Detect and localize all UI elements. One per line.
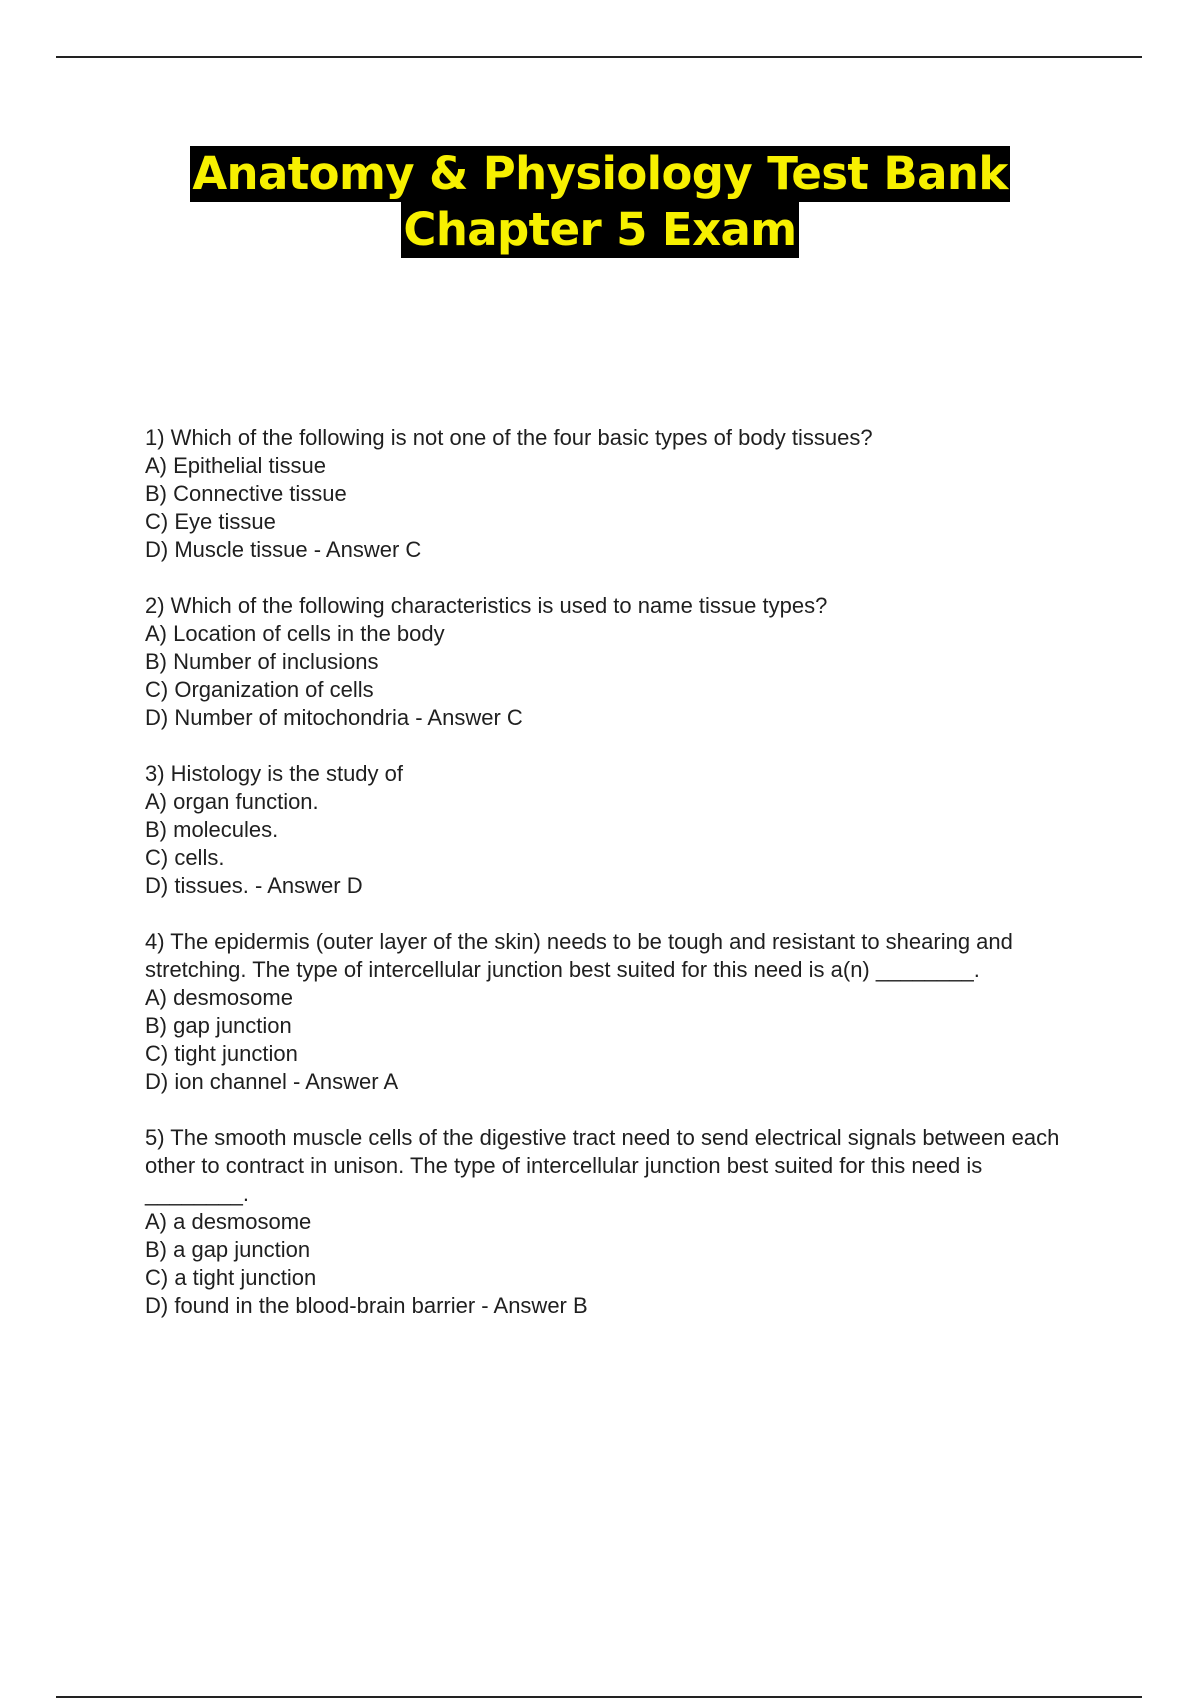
- option-d: D) ion channel - Answer A: [145, 1069, 399, 1094]
- option-d-answer: D) Number of mitochondria - Answer C: [145, 705, 523, 730]
- question-5: [145, 1124, 1085, 1320]
- option-a: A) a desmosome: [145, 1209, 312, 1234]
- option-b-answer: B) a gap junction: [145, 1237, 311, 1262]
- option-a-answer: A) desmosome: [145, 985, 293, 1010]
- bottom-divider: [56, 1696, 1142, 1698]
- question-1: [145, 424, 1085, 564]
- option-d-answer: D) tissues. - Answer D: [145, 873, 363, 898]
- option-c: C) Eye tissue: [145, 509, 276, 534]
- option-b: B) Number of inclusions: [145, 649, 379, 674]
- title-line-1: Anatomy & Physiology Test Bank: [192, 147, 1008, 200]
- option-c: C) Organization of cells: [145, 677, 374, 702]
- option-b: B) Connective tissue: [145, 481, 347, 506]
- question-4: [145, 928, 1085, 1096]
- question-text: 5) The smooth muscle cells of the digestive tract need to send electrical signals between each other to contract in unison. The type of intercellular junction best suited for this need is ________.: [145, 1125, 1066, 1206]
- option-b: B) gap junction: [145, 1013, 292, 1038]
- option-b: B) molecules.: [145, 817, 279, 842]
- question-text: 2) Which of the following characteristics is used to name tissue types?: [145, 593, 828, 618]
- document-title: [0, 146, 1200, 258]
- question-text: 3) Histology is the study of: [145, 761, 404, 786]
- question-text: 1) Which of the following is not one of the four basic types of body tissues?: [145, 425, 873, 450]
- option-d-answer: D) Muscle tissue - Answer C: [145, 537, 422, 562]
- option-c: C) cells.: [145, 845, 225, 870]
- option-d: D) found in the blood-brain barrier - Answer B: [145, 1293, 588, 1318]
- option-a: A) Epithelial tissue: [145, 453, 326, 478]
- option-a: A) organ function.: [145, 789, 319, 814]
- option-c: C) a tight junction: [145, 1265, 317, 1290]
- option-a: A) Location of cells in the body: [145, 621, 445, 646]
- top-divider: [56, 56, 1142, 58]
- question-text: 4) The epidermis (outer layer of the skin) needs to be tough and resistant to shearing and stretching. The type of intercellular junction best suited for this need is a(n) ________.: [145, 929, 1020, 982]
- question-2: [145, 592, 1085, 732]
- question-3: [145, 760, 1085, 900]
- question-list: [145, 424, 1085, 1348]
- title-line-2: Chapter 5 Exam: [403, 203, 797, 256]
- option-c: C) tight junction: [145, 1041, 298, 1066]
